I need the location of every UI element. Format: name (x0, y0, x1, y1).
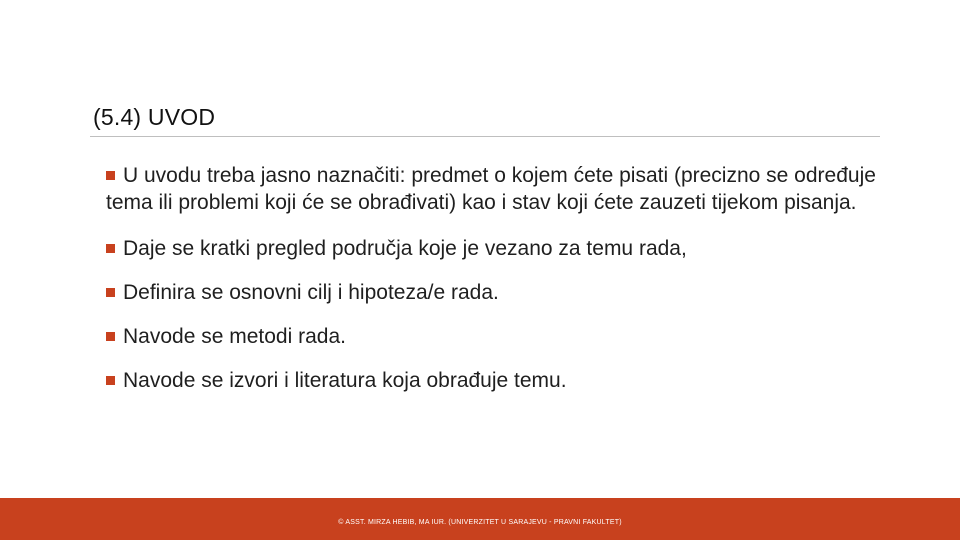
bullet-item (106, 279, 886, 306)
title-divider (90, 136, 880, 137)
bullet-item (106, 235, 886, 262)
bullet-text: U uvodu treba jasno naznačiti: predmet o kojem ćete pisati (precizno se određuje tema ili problemi koji će se obrađivati) kao i stav koji ćete zauzeti tijekom pisanja. (106, 164, 876, 214)
bullet-text: Definira se osnovni cilj i hipoteza/e rada. (123, 281, 499, 304)
bullet-item (106, 162, 886, 216)
bullet-list (106, 162, 886, 411)
bullet-text: Daje se kratki pregled područja koje je vezano za temu rada, (123, 237, 687, 260)
bullet-item (106, 367, 886, 394)
bullet-text: Navode se izvori i literatura koja obrađuje temu. (123, 369, 567, 392)
square-bullet-icon (106, 332, 115, 341)
bullet-item (106, 323, 886, 350)
slide-title: (5.4) UVOD (93, 104, 216, 130)
bullet-text: Navode se metodi rada. (123, 325, 346, 348)
footer-copyright: © ASST. MIRZA HEBIB, MA IUR. (UNIVERZITET U SARAJEVU - PRAVNI FAKULTET) (338, 519, 622, 526)
square-bullet-icon (106, 288, 115, 297)
square-bullet-icon (106, 376, 115, 385)
square-bullet-icon (106, 171, 115, 180)
square-bullet-icon (106, 244, 115, 253)
